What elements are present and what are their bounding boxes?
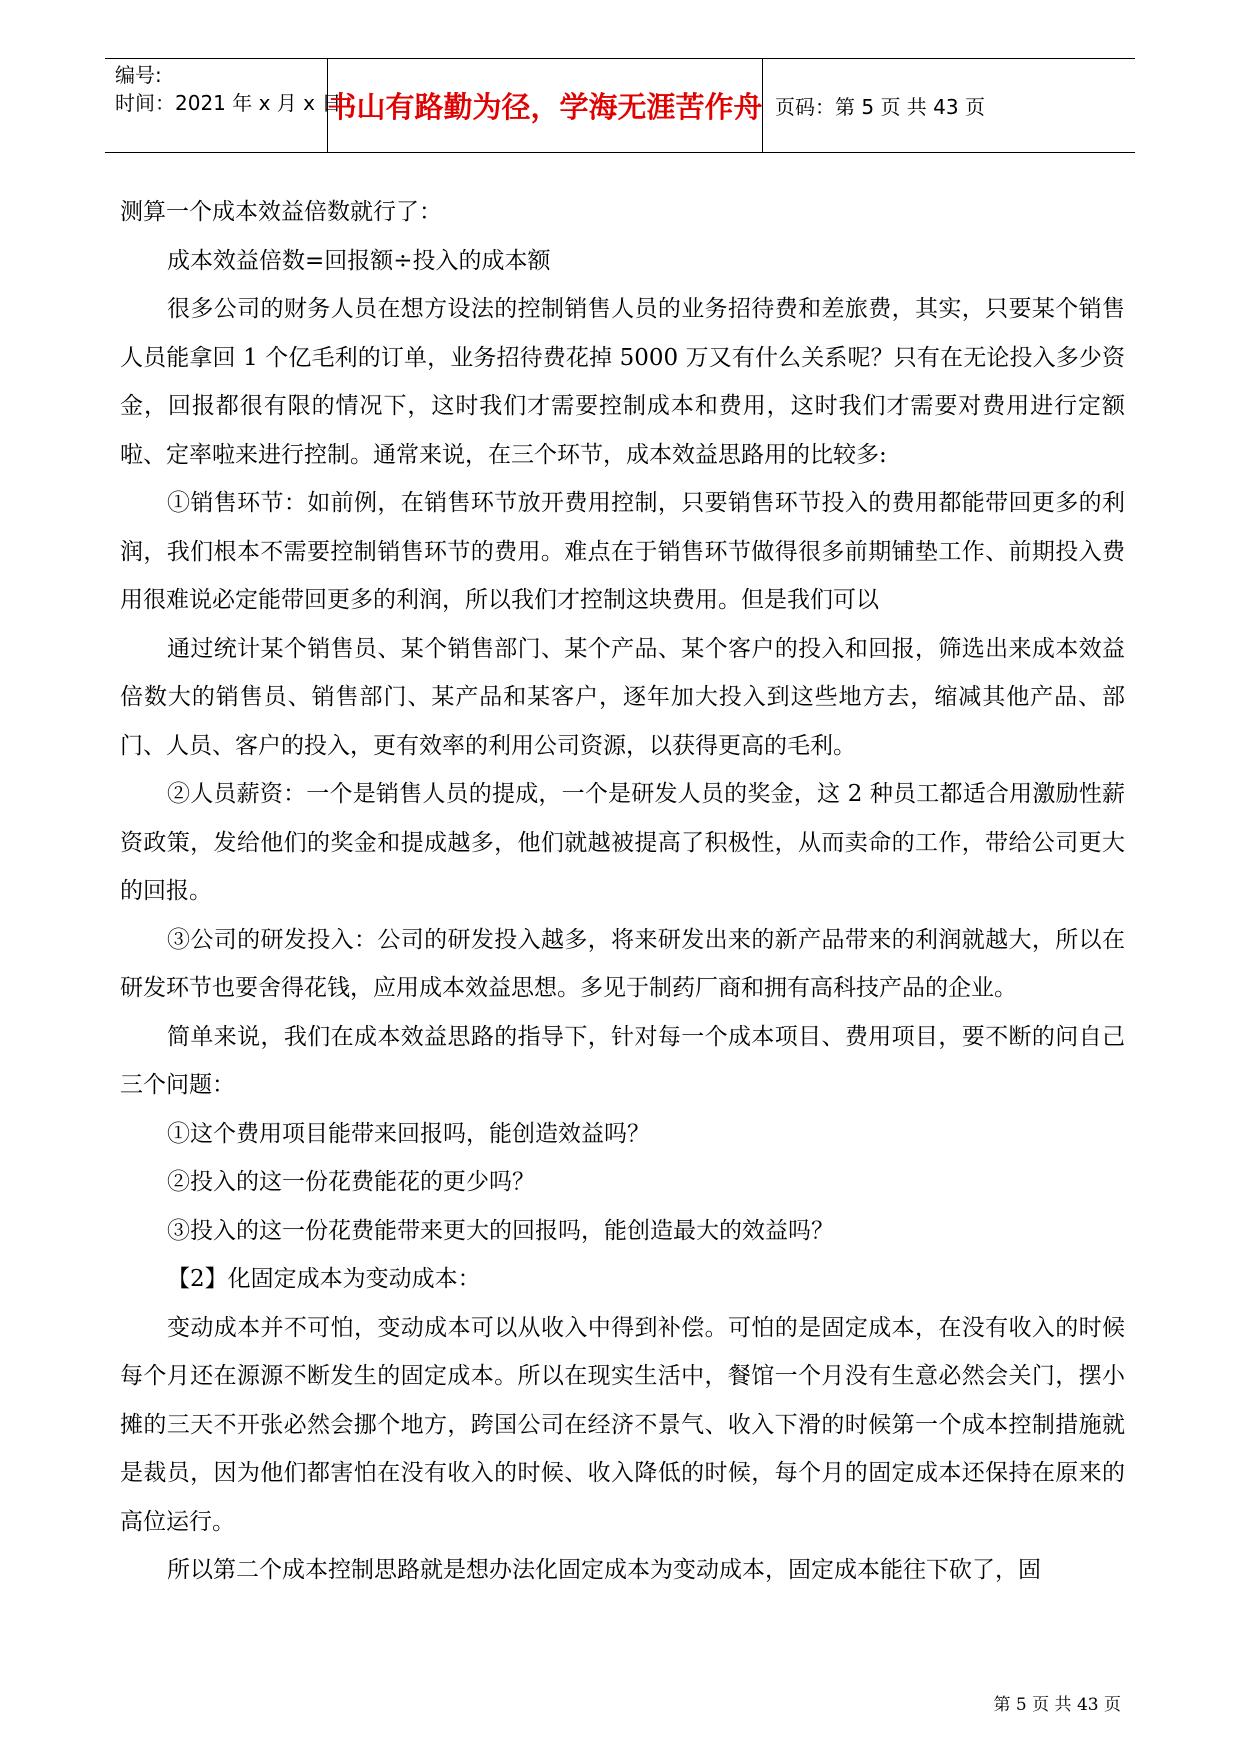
paragraph: 所以第二个成本控制思路就是想办法化固定成本为变动成本，固定成本能往下砍了，固 xyxy=(167,1557,1041,1583)
page-footer: 第 5 页 共 43 页 xyxy=(993,1695,1121,1715)
paragraph: ①这个费用项目能带来回报吗，能创造效益吗？ xyxy=(167,1120,650,1147)
paragraph: 变动成本并不可怕，变动成本可以从收入中得到补偿。可怕的是固定成本，在没有收入的时候每个月还在源源不断发生的固定成本。所以在现实生活中，餐馆一个月没有生意必然会关门，摆小摊的三天不开张必然会挪个地方，跨国公司在经济不景气、收入下滑的时候第一个成本控制措施就是裁员，因为他们都害怕在没有收入的时候、收入降低的时候，每个月的固定成本还保持在原来的高位运行。 xyxy=(120,1314,1125,1535)
paragraph: 很多公司的财务人员在想方设法的控制销售人员的业务招待费和差旅费，其实，只要某个销售人员能拿回 1 个亿毛利的订单，业务招待费花掉 5000 万又有什么关系呢？只有在无论投入多少资金，回报都很有限的情况下，这时我们才需要控制成本和费用，这时我们才需要对费用进行定额啦、定率啦来进行控制。通常来说，在三个环节，成本效益思路用的比较多: xyxy=(120,296,1125,468)
paragraph: 测算一个成本效益倍数就行了： xyxy=(120,199,442,225)
document-time: 时间：2021 年 x 月 x 日 xyxy=(115,91,342,115)
page-header xyxy=(105,58,1135,153)
paragraph: 通过统计某个销售员、某个销售部门、某个产品、某个客户的投入和回报，筛选出来成本效益倍数大的销售员、销售部门、某产品和某客户，逐年加大投入到这些地方去，缩减其他产品、部门、人员、客户的投入，更有效率的利用公司资源，以获得更高的毛利。 xyxy=(120,635,1125,759)
paragraph: ②人员薪资：一个是销售人员的提成，一个是研发人员的奖金，这 2 种员工都适合用激励性薪资政策，发给他们的奖金和提成越多，他们就越被提高了积极性，从而卖命的工作，带给公司更大的回报。 xyxy=(120,781,1125,904)
document-body xyxy=(120,188,1125,1595)
header-divider-right xyxy=(762,59,763,152)
paragraph: ①销售环节：如前例，在销售环节放开费用控制，只要销售环节投入的费用都能带回更多的利润，我们根本不需要控制销售环节的费用。难点在于销售环节做得很多前期铺垫工作、前期投入费用很难说必定能带回更多的利润，所以我们才控制这块费用。但是我们可以 xyxy=(120,490,1125,613)
paragraph: 简单来说，我们在成本效益思路的指导下，针对每一个成本项目、费用项目，要不断的问自己三个问题： xyxy=(120,1023,1125,1098)
header-motto: 书山有路勤为径，学海无涯苦作舟 xyxy=(327,89,763,124)
document-number-label: 编号: xyxy=(115,63,162,87)
header-page-info: 页码：第 5 页 共 43 页 xyxy=(775,94,985,119)
paragraph: ②投入的这一份花费能花的更少吗？ xyxy=(167,1169,535,1195)
paragraph: 【2】化固定成本为变动成本： xyxy=(167,1266,481,1292)
paragraph: ③公司的研发投入：公司的研发投入越多，将来研发出来的新产品带来的利润就越大，所以在研发环节也要舍得花钱，应用成本效益思想。多见于制药厂商和拥有高科技产品的企业。 xyxy=(120,926,1125,1001)
paragraph: ③投入的这一份花费能带来更大的回报吗，能创造最大的效益吗？ xyxy=(167,1217,834,1244)
paragraph: 成本效益倍数=回报额÷投入的成本额 xyxy=(167,247,551,274)
